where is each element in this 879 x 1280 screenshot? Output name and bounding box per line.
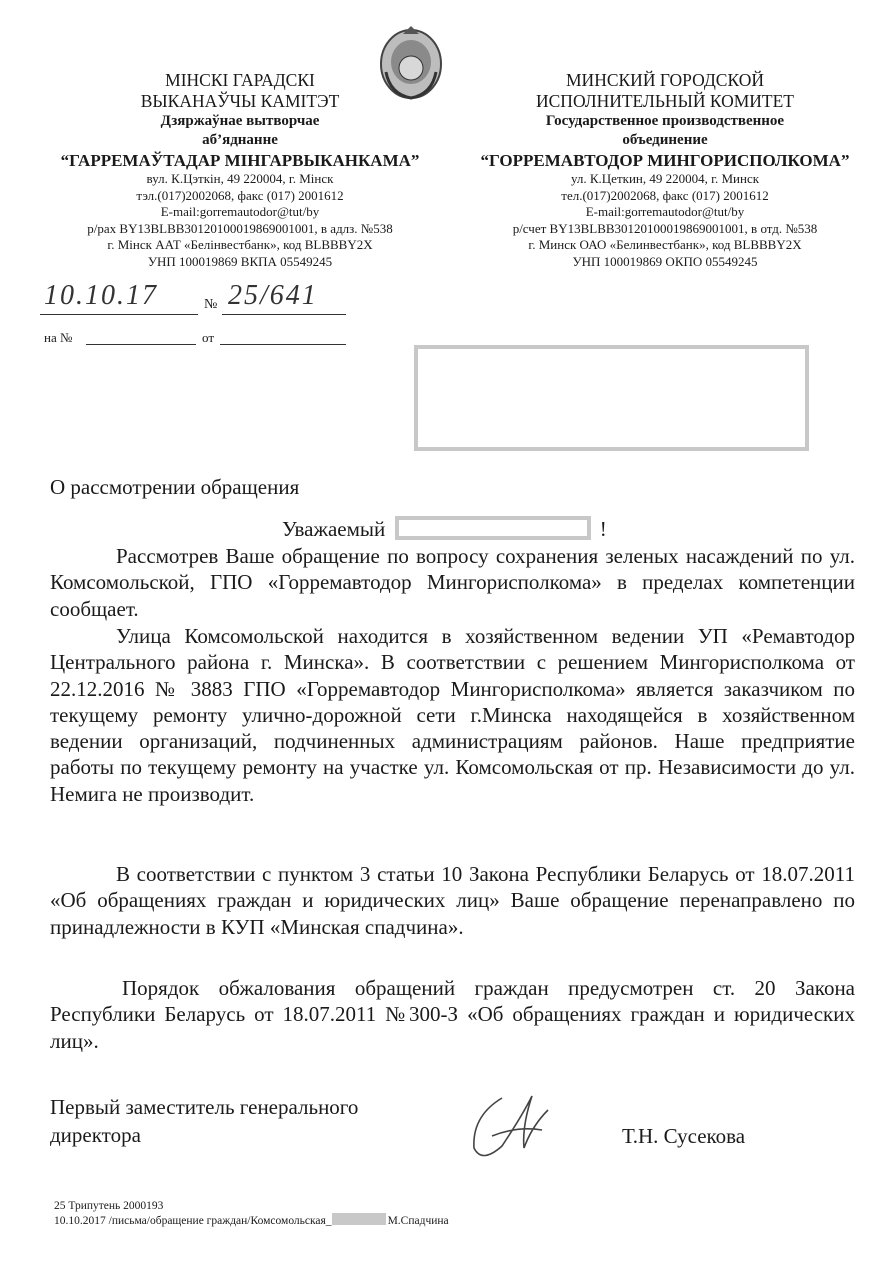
greeting-end: ! [599,517,607,541]
header-left-line: ВЫКАНАЎЧЫ КАМІТЭТ [140,91,340,111]
header-right-detail: г. Минск ОАО «Белинвестбанк», код BLBBBY2X [528,237,802,252]
signer-position-line: Первый заместитель генерального [50,1095,359,1119]
paragraph [50,543,855,622]
file-path-suffix: М.Спадчина [387,1215,449,1227]
paragraph [50,623,855,807]
header-right [445,70,879,270]
header-right-detail: р/счет BY13BLBB30120100019869001001, в отд. №538 [512,220,818,236]
from-label: от [202,330,215,345]
header-left-detail: УНП 100019869 ВКПА 05549245 [147,253,333,269]
registration-date: 10.10.17 [44,280,158,311]
header-left-detail: E-mail:gorremautodor@tut/by [160,204,320,219]
redacted-footer-name [332,1213,386,1225]
header-left-detail: р/рах BY13BLBB30120100019869001001, в адлз. №538 [87,220,393,236]
header-left-line: МІНСКІ ГАРАДСКІ [165,70,315,90]
paragraph-text: В соответствии с пунктом 3 статьи 10 Закона Республики Беларусь от 18.07.2011 «Об обращениях граждан и юридических лиц» Ваше обращение перенаправлено по принадлежности в КУП «Минская спадчина». [50,862,855,939]
paragraph-text: Порядок обжалования обращений граждан предусмотрен ст. 20 Закона Республики Беларусь от 18.07.2011 №300-З «Об обращениях граждан и юридических лиц». [50,976,855,1053]
header-right-detail: ул. К.Цеткин, 49 220004, г. Минск [570,171,760,186]
header-right-detail: E-mail:gorremautodor@tut/by [585,204,745,219]
footer [54,1199,449,1228]
signer-name: Т.Н. Сусекова [622,1124,746,1148]
header-right-line: МИНСКИЙ ГОРОДСКОЙ [566,70,764,90]
paragraph [50,975,855,1054]
signer-position-line: директора [50,1123,141,1147]
header-left-line: Дзяржаўнае вытворчае [160,113,320,129]
header-right-line: ИСПОЛНИТЕЛЬНЫЙ КОМИТЕТ [536,91,794,111]
subject-line: О рассмотрении обращения [50,475,300,499]
registration-number: 25/641 [228,280,318,311]
registration-number-field [222,280,346,315]
greeting-text: Уважаемый [282,517,386,541]
greeting [282,516,607,542]
file-path: 10.10.2017 /письма/обращение граждан/Комсомольская_ [54,1215,332,1227]
reference-label: на № [44,330,73,345]
header-left-detail: г. Мінск ААТ «Белінвестбанк», код BLBBBY2X [107,237,373,252]
header-right-detail: тел.(017)2002068, факс (017) 2001612 [561,187,769,203]
header-right-line: Государственное производственное [545,113,785,129]
reference-number-line [86,344,196,345]
header-right-detail: УНП 100019869 ОКПО 05549245 [572,253,758,269]
number-label: № [204,297,218,312]
header-left-org-name: “ГАРРЕМАЎТАДАР МІНГАРВЫКАНКАМА” [60,151,420,170]
paragraph-text: Улица Комсомольской находится в хозяйственном ведении УП «Ремавтодор Центрального района г. Минска». В соответствии с решением Мингорисполкома от 22.12.2016 № 3883 ГПО «Горремавтодор Мингорисполкома» является заказчиком по текущему ремонту улично-дорожной сети г.Минска находящейся в хозяйственном ведении организаций, подчиненных администрациям районов. Наше предприятие работы по текущему ремонту на участке ул. Комсомольская от пр. Независимости до ул. Немига не производит. [50,624,855,806]
header-right-line: объединение [622,132,708,148]
header-left-detail: тэл.(017)2002068, факс (017) 2001612 [136,187,344,203]
handwritten-signature [462,1086,562,1171]
paragraph-text: Рассмотрев Ваше обращение по вопросу сохранения зеленых насаждений по ул. Комсомольской, ГПО «Горремавтодор Мингорисполкома» в пределах компетенции сообщает. [50,544,855,621]
from-date-line [220,344,346,345]
header-left-detail: вул. К.Цэткін, 49 220004, г. Мінск [146,171,334,186]
executor-info: 25 Трипутень 2000193 [54,1200,164,1212]
header-left [20,70,460,270]
paragraph [50,861,855,940]
signer-position [50,1093,358,1149]
registration-date-field [40,280,198,315]
redacted-name [395,516,591,540]
redacted-addressee [414,345,809,451]
header-left-line: аб’яднанне [202,132,278,148]
header-right-org-name: “ГОРРЕМАВТОДОР МИНГОРИСПОЛКОМА” [480,151,850,170]
